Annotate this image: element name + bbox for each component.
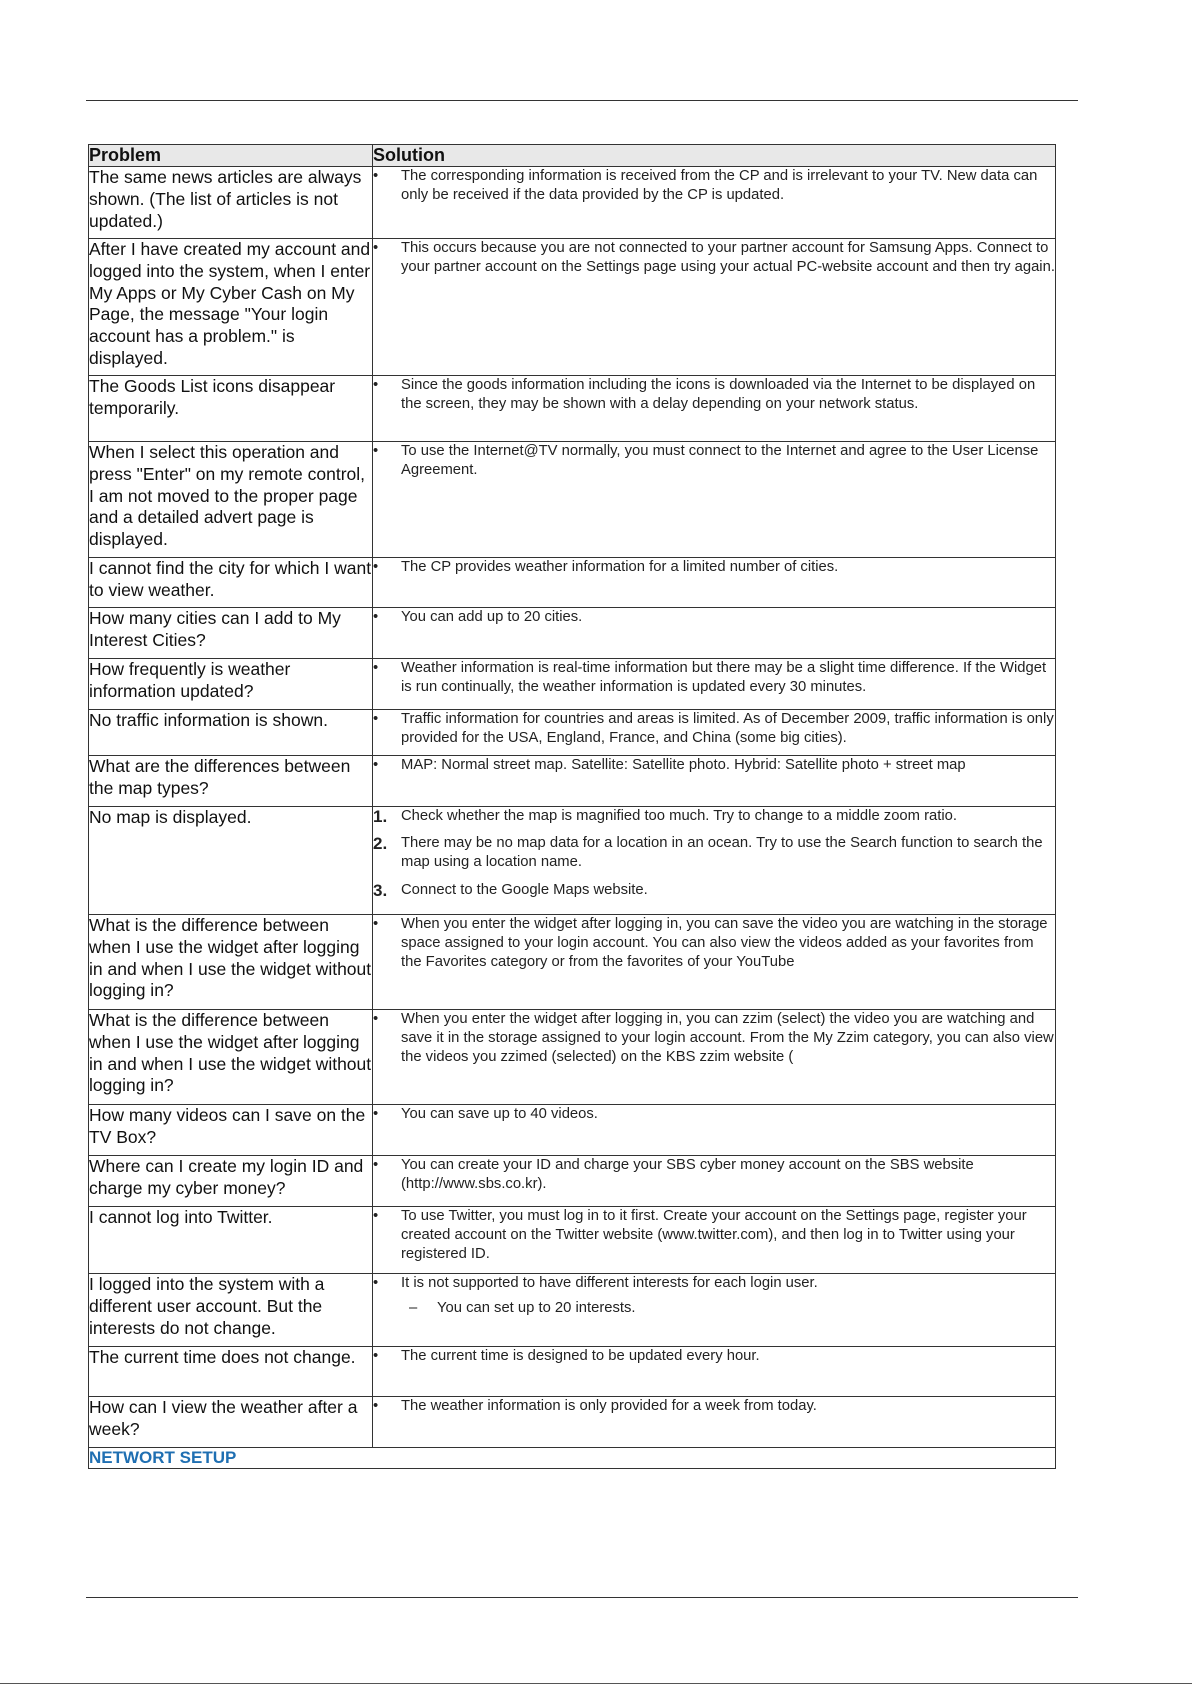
solution-text: Since the goods information including the icons is downloaded via the Internet to be displayed on the screen, they may be shown with a delay depending on your network status. [401, 377, 1036, 413]
solution-cell [373, 710, 1056, 756]
table-row [89, 1397, 1056, 1448]
solution-cell [373, 1010, 1056, 1105]
bullet-icon: • [373, 711, 379, 727]
problem-column-header: Problem [89, 145, 373, 167]
troubleshooting-table [88, 144, 1056, 1469]
problem-cell: What is the difference between when I use the widget after logging in and when I use the widget without logging in? [89, 1010, 373, 1105]
numbered-step [373, 807, 1055, 826]
dash-icon: – [409, 1300, 418, 1317]
bullet-icon: • [373, 1106, 379, 1122]
problem-cell: What is the difference between when I use the widget after logging in and when I use the widget without logging in? [89, 915, 373, 1010]
table-row [89, 376, 1056, 442]
bullet-icon: • [373, 240, 379, 256]
solution-text: The CP provides weather information for a limited number of cities. [401, 559, 839, 575]
bullet-icon: • [373, 757, 379, 773]
bullet-icon: • [373, 916, 379, 932]
sub-solution-text: You can set up to 20 interests. [437, 1300, 636, 1317]
solution-text: You can create your ID and charge your SBS cyber money account on the SBS website (http://www.sbs.co.kr). [401, 1157, 974, 1193]
solution-cell [373, 1207, 1056, 1274]
table-row [89, 1274, 1056, 1347]
page-edge-rule [0, 1683, 1192, 1684]
step-text: Check whether the map is magnified too much. Try to change to a middle zoom ratio. [401, 808, 957, 824]
table-row [89, 1010, 1056, 1105]
table-row [89, 1347, 1056, 1397]
problem-cell: Where can I create my login ID and charge my cyber money? [89, 1156, 373, 1207]
problem-cell: I cannot log into Twitter. [89, 1207, 373, 1274]
solution-cell [373, 1156, 1056, 1207]
solution-cell [373, 1347, 1056, 1397]
table-row [89, 167, 1056, 239]
solution-text: The weather information is only provided for a week from today. [401, 1398, 817, 1414]
section-row [89, 1448, 1056, 1469]
solution-cell [373, 376, 1056, 442]
table-row [89, 239, 1056, 376]
solution-text: MAP: Normal street map. Satellite: Satellite photo. Hybrid: Satellite photo + street map [401, 757, 966, 773]
table-header-row [89, 145, 1056, 167]
solution-cell [373, 1105, 1056, 1156]
problem-cell: How can I view the weather after a week? [89, 1397, 373, 1448]
step-number: 3. [373, 880, 388, 900]
solution-cell [373, 1397, 1056, 1448]
footer-rule [86, 1597, 1078, 1598]
problem-cell: The same news articles are always shown. (The list of articles is not updated.) [89, 167, 373, 239]
table-row [89, 558, 1056, 608]
solution-cell [373, 558, 1056, 608]
solution-cell [373, 167, 1056, 239]
solution-text: To use Twitter, you must log in to it first. Create your account on the Settings page, register your created account on the Twitter website (www.twitter.com), and then log in to Twitter using your registered ID. [401, 1208, 1027, 1263]
table-row [89, 1105, 1056, 1156]
numbered-step [373, 881, 1055, 900]
solution-cell [373, 915, 1056, 1010]
problem-cell: When I select this operation and press "Enter" on my remote control, I am not moved to the proper page and a detailed advert page is displayed. [89, 442, 373, 558]
solution-text: When you enter the widget after logging in, you can zzim (select) the video you are watching and save it in the storage assigned to your login account. From the My Zzim category, you can also view the videos you zzimed (selected) on the KBS zzim website ( [401, 1011, 1054, 1066]
table-row [89, 1156, 1056, 1207]
solution-text: The current time is designed to be updated every hour. [401, 1348, 760, 1364]
solution-text: It is not supported to have different interests for each login user. [401, 1275, 818, 1291]
problem-cell: How many videos can I save on the TV Box? [89, 1105, 373, 1156]
solution-text: This occurs because you are not connected to your partner account for Samsung Apps. Connect to your partner account on the Settings page using your actual PC-website account and then try again. [401, 240, 1055, 276]
table-row [89, 1207, 1056, 1274]
solution-cell [373, 659, 1056, 710]
solution-text: Traffic information for countries and areas is limited. As of December 2009, traffic information is only provided for the USA, England, France, and China (some big cities). [401, 711, 1054, 747]
solution-text: The corresponding information is received from the CP and is irrelevant to your TV. New data can only be received if the data provided by the CP is updated. [401, 168, 1038, 204]
solution-cell [373, 756, 1056, 807]
table-row [89, 756, 1056, 807]
problem-cell: What are the differences between the map types? [89, 756, 373, 807]
table-row [89, 710, 1056, 756]
problem-cell: How many cities can I add to My Interest Cities? [89, 608, 373, 659]
bullet-icon: • [373, 1208, 379, 1224]
bullet-icon: • [373, 1011, 379, 1027]
problem-cell: After I have created my account and logged into the system, when I enter My Apps or My Cyber Cash on My Page, the message "Your login account has a problem." is displayed. [89, 239, 373, 376]
bullet-icon: • [373, 1157, 379, 1173]
table-row [89, 608, 1056, 659]
step-number: 1. [373, 807, 388, 826]
solution-text: You can save up to 40 videos. [401, 1106, 598, 1122]
bullet-icon: • [373, 1348, 379, 1364]
problem-cell: How frequently is weather information updated? [89, 659, 373, 710]
header-rule [86, 100, 1078, 101]
solution-text: Weather information is real-time information but there may be a slight time difference. If the Widget is run continually, the weather information is updated every 30 minutes. [401, 660, 1047, 696]
problem-cell: I logged into the system with a different user account. But the interests do not change. [89, 1274, 373, 1347]
table-row [89, 659, 1056, 710]
solution-cell [373, 608, 1056, 659]
numbered-step [373, 834, 1055, 872]
bullet-icon: • [373, 609, 379, 625]
solution-text: To use the Internet@TV normally, you must connect to the Internet and agree to the User License Agreement. [401, 443, 1039, 479]
step-text: Connect to the Google Maps website. [401, 881, 648, 898]
bullet-icon: • [373, 443, 379, 459]
bullet-icon: • [373, 1398, 379, 1414]
solution-text: You can add up to 20 cities. [401, 609, 583, 625]
bullet-icon: • [373, 377, 379, 393]
table-row [89, 915, 1056, 1010]
solution-text: When you enter the widget after logging in, you can save the video you are watching in the storage space assigned to your login account. You can also view the videos added as your favorites from the Favorites category or from the favorites of your YouTube [401, 916, 1048, 971]
solution-cell [373, 239, 1056, 376]
bullet-icon: • [373, 168, 379, 184]
table-row [89, 442, 1056, 558]
solution-cell [373, 1274, 1056, 1347]
solution-cell [373, 807, 1056, 915]
bullet-icon: • [373, 559, 379, 575]
solution-cell [373, 442, 1056, 558]
step-text: There may be no map data for a location in an ocean. Try to use the Search function to search the map using a location name. [401, 835, 1043, 871]
problem-cell: I cannot find the city for which I want to view weather. [89, 558, 373, 608]
solution-column-header: Solution [373, 145, 1056, 167]
problem-cell: No map is displayed. [89, 807, 373, 915]
problem-cell: No traffic information is shown. [89, 710, 373, 756]
bullet-icon: • [373, 1275, 379, 1291]
bullet-icon: • [373, 660, 379, 676]
section-title: NETWORT SETUP [89, 1448, 1056, 1469]
problem-cell: The current time does not change. [89, 1347, 373, 1397]
table-row [89, 807, 1056, 915]
problem-cell: The Goods List icons disappear temporarily. [89, 376, 373, 442]
step-number: 2. [373, 834, 388, 854]
